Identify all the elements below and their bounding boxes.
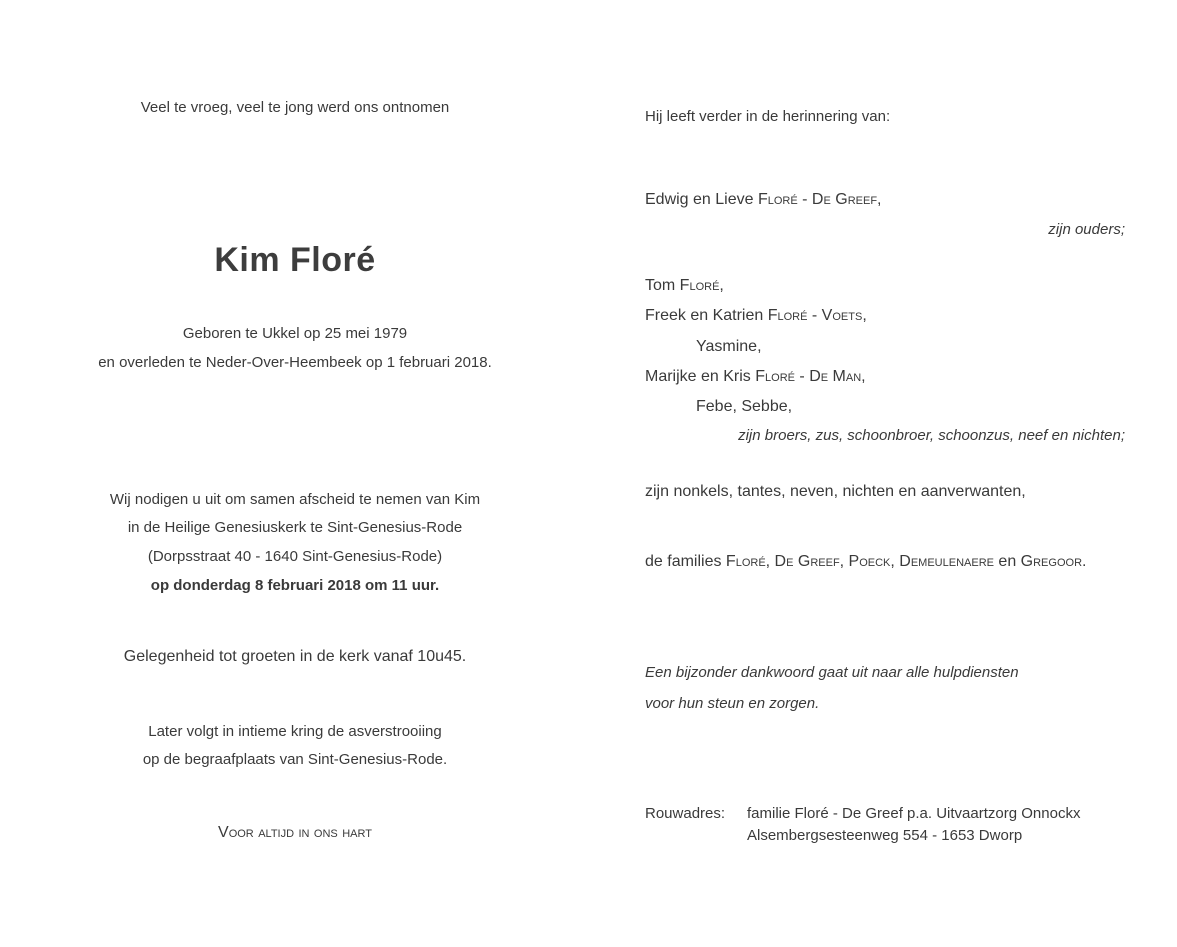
greeting-line: Gelegenheid tot groeten in de kerk vanaf 10u45. <box>123 648 467 665</box>
sibling-2-comma: , <box>862 307 867 324</box>
sibling-1-surname: Floré <box>679 277 720 294</box>
families-line <box>645 553 1086 571</box>
parents-comma: , <box>877 191 882 208</box>
invite-line-1: Wij nodigen u uit om samen afscheid te nemen van Kim <box>109 491 481 508</box>
sibling-2-surnames: Floré - Voets <box>767 307 863 324</box>
families-names: Floré, De Greef, Poeck, Demeulenaere <box>725 553 994 570</box>
parents-line <box>645 191 882 209</box>
motto: Veel te vroeg, veel te jong werd ons ontnomen <box>140 99 450 116</box>
thanks-line-2: voor hun steun en zorgen. <box>645 695 820 712</box>
sibling-3-first: Marijke en Kris <box>645 368 756 385</box>
address-label: Rouwadres: <box>645 805 726 822</box>
right-page <box>645 0 1165 947</box>
invite-line-3: (Dorpsstraat 40 - 1640 Sint-Genesius-Rode) <box>147 548 443 565</box>
ceremony-date: op donderdag 8 februari 2018 om 11 uur. <box>150 577 440 594</box>
sibling-1-comma: , <box>719 277 724 294</box>
sibling-3-children: Febe, Sebbe, <box>696 398 793 415</box>
deceased-name: Kim Floré <box>214 241 376 279</box>
parents-surnames: Floré - De Greef <box>757 191 878 208</box>
address-line-2: Alsembergsesteenweg 554 - 1653 Dworp <box>747 827 1023 844</box>
families-end: . <box>1082 553 1087 570</box>
relatives-line: zijn nonkels, tantes, neven, nichten en aanverwanten, <box>645 483 1026 500</box>
sibling-2-child: Yasmine, <box>696 338 762 355</box>
address-line-1: familie Floré - De Greef p.a. Uitvaartzorg Onnockx <box>747 805 1081 822</box>
parents-role: zijn ouders; <box>1048 221 1125 238</box>
parents-first-names: Edwig en Lieve <box>645 191 758 208</box>
later-line-2: op de begraafplaats van Sint-Genesius-Rode. <box>142 751 448 768</box>
sibling-2-first: Freek en Katrien <box>645 307 768 324</box>
families-and: en <box>993 553 1021 570</box>
families-last: Gregoor <box>1020 553 1083 570</box>
thanks-line-1: Een bijzonder dankwoord gaat uit naar alle hulpdiensten <box>645 664 1019 681</box>
sibling-1-line <box>645 277 724 295</box>
invite-line-2: in de Heilige Genesiuskerk te Sint-Genesius-Rode <box>127 519 463 536</box>
families-prefix: de families <box>645 553 726 570</box>
death-line: en overleden te Neder-Over-Heembeek op 1 februari 2018. <box>98 354 492 371</box>
sibling-3-comma: , <box>861 368 866 385</box>
sibling-1-first: Tom <box>645 277 680 294</box>
sibling-3-line <box>645 368 866 386</box>
intro-line: Hij leeft verder in de herinnering van: <box>645 108 891 125</box>
siblings-role: zijn broers, zus, schoonbroer, schoonzus, neef en nichten; <box>738 427 1125 444</box>
closing-line: Voor altijd in ons hart <box>218 824 372 841</box>
birth-line: Geboren te Ukkel op 25 mei 1979 <box>182 325 408 342</box>
later-line-1: Later volgt in intieme kring de asverstrooiing <box>148 723 442 740</box>
sibling-2-line <box>645 307 867 325</box>
sibling-3-surnames: Floré - De Man <box>755 368 862 385</box>
